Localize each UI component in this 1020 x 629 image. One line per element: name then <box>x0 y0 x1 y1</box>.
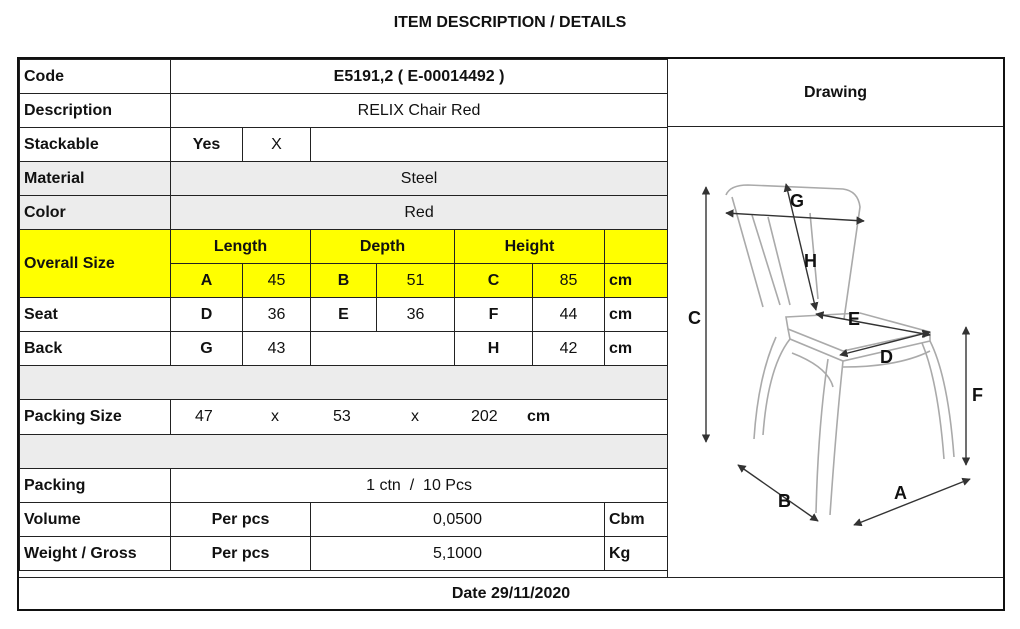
footer-date: Date 29/11/2020 <box>19 577 1003 609</box>
material-label: Material <box>20 162 171 196</box>
label-b: B <box>778 491 791 511</box>
packing-size-values <box>171 400 668 435</box>
packing-size-label: Packing Size <box>20 400 171 435</box>
packing-width: 47 <box>195 408 213 425</box>
packing-unit: cm <box>527 408 551 425</box>
label-d: D <box>880 347 893 367</box>
seat-label: Seat <box>20 298 171 332</box>
a-value: 45 <box>243 264 311 298</box>
spacer-cell <box>20 435 668 469</box>
packing-height: 202 <box>471 408 498 425</box>
row-packing-size <box>20 400 668 435</box>
row-packing <box>20 469 668 503</box>
row-stackable <box>20 128 668 162</box>
e-value: 36 <box>377 298 455 332</box>
a-letter: A <box>171 264 243 298</box>
row-description <box>20 94 668 128</box>
g-value: 43 <box>243 332 311 366</box>
code-label: Code <box>20 60 171 94</box>
row-color <box>20 196 668 230</box>
chair-outline <box>726 185 954 515</box>
stackable-answer: Yes <box>171 128 243 162</box>
row-weight <box>20 537 668 571</box>
description-value: RELIX Chair Red <box>171 94 668 128</box>
code-value: E5191,2 ( E-00014492 ) <box>171 60 668 94</box>
row-spacer-1 <box>20 366 668 400</box>
header-empty <box>605 230 668 264</box>
row-seat <box>20 298 668 332</box>
label-f: F <box>972 385 983 405</box>
c-value: 85 <box>533 264 605 298</box>
spec-table <box>19 59 668 571</box>
volume-per: Per pcs <box>171 503 311 537</box>
g-letter: G <box>171 332 243 366</box>
label-a: A <box>894 483 907 503</box>
description-label: Description <box>20 94 171 128</box>
seat-edge <box>788 329 930 361</box>
volume-value: 0,0500 <box>311 503 605 537</box>
overall-unit: cm <box>605 264 668 298</box>
packing-depth: 53 <box>333 408 351 425</box>
leg-back-left <box>754 337 790 439</box>
chair-drawing <box>668 127 1004 577</box>
stackable-empty <box>311 128 668 162</box>
leg-front <box>816 359 843 515</box>
label-g: G <box>790 191 805 211</box>
f-letter: F <box>455 298 533 332</box>
back-empty <box>311 332 455 366</box>
material-value: Steel <box>171 162 668 196</box>
h-value: 42 <box>533 332 605 366</box>
stackable-mark: X <box>243 128 311 162</box>
h-letter: H <box>455 332 533 366</box>
f-value: 44 <box>533 298 605 332</box>
spacer-cell <box>20 366 668 400</box>
overall-size-label: Overall Size <box>20 230 171 298</box>
packing-value: 1 ctn / 10 Pcs <box>171 469 668 503</box>
c-letter: C <box>455 264 533 298</box>
row-material <box>20 162 668 196</box>
d-letter: D <box>171 298 243 332</box>
row-spacer-2 <box>20 435 668 469</box>
leg-back-right <box>922 341 954 459</box>
volume-label: Volume <box>20 503 171 537</box>
stackable-label: Stackable <box>20 128 171 162</box>
length-header: Length <box>171 230 311 264</box>
weight-label: Weight / Gross <box>20 537 171 571</box>
label-c: C <box>688 308 701 328</box>
color-label: Color <box>20 196 171 230</box>
packing-x1: x <box>271 408 279 425</box>
weight-per: Per pcs <box>171 537 311 571</box>
row-overall-size-header <box>20 230 668 264</box>
row-volume <box>20 503 668 537</box>
seat-unit: cm <box>605 298 668 332</box>
row-code <box>20 60 668 94</box>
dim-line-a <box>854 479 970 525</box>
e-letter: E <box>311 298 377 332</box>
label-h: H <box>804 251 817 271</box>
weight-value: 5,1000 <box>311 537 605 571</box>
packing-x2: x <box>411 408 419 425</box>
d-value: 36 <box>243 298 311 332</box>
dimension-lines <box>706 184 970 525</box>
back-unit: cm <box>605 332 668 366</box>
color-value: Red <box>171 196 668 230</box>
drawing-title: Drawing <box>667 59 1003 127</box>
b-letter: B <box>311 264 377 298</box>
weight-unit: Kg <box>605 537 668 571</box>
back-label: Back <box>20 332 171 366</box>
spec-sheet <box>17 57 1005 611</box>
label-e: E <box>848 309 861 329</box>
packing-label: Packing <box>20 469 171 503</box>
drawing-area <box>667 127 1003 577</box>
row-back <box>20 332 668 366</box>
page-title: ITEM DESCRIPTION / DETAILS <box>393 14 627 31</box>
b-value: 51 <box>377 264 455 298</box>
volume-unit: Cbm <box>605 503 668 537</box>
height-header: Height <box>455 230 605 264</box>
depth-header: Depth <box>311 230 455 264</box>
